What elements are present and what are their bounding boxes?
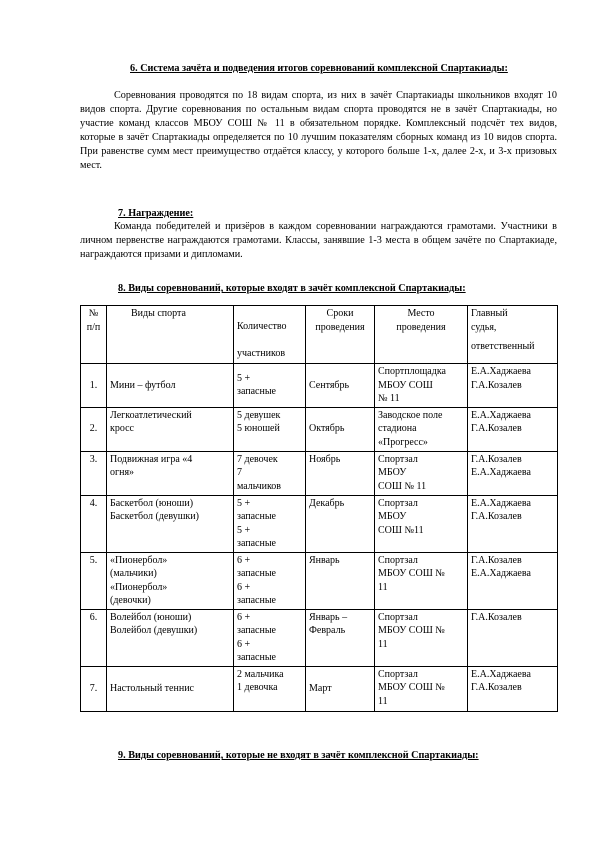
row-num: 1. bbox=[81, 364, 107, 408]
row-count: 7 девочек 7 мальчиков bbox=[234, 451, 306, 495]
section7-paragraph: Команда победителей и призёров в каждом соревновании награждаются грамотами. Участники в личном первенстве награждаются грамотами. Классы, занявшие 1-3 места в общем зачёте по Спартакиаде, награждаются призами и дипломами. bbox=[80, 221, 557, 260]
table-row bbox=[81, 364, 558, 408]
section8-heading: 8. Виды соревнований, которые входят в зачёт комплексной Спартакиады: bbox=[118, 283, 466, 294]
row-sport: Волейбол (юноши) Волейбол (девушки) bbox=[107, 609, 234, 666]
row-sport: Подвижная игра «4 огня» bbox=[107, 451, 234, 495]
table-header-row bbox=[81, 306, 558, 364]
row-dates: Декабрь bbox=[306, 495, 375, 552]
table-row bbox=[81, 495, 558, 552]
row-sport: Легкоатлетический кросс bbox=[107, 407, 234, 451]
row-place: Спортзал МБОУ СОШ № 11 bbox=[375, 609, 468, 666]
header-dates: Сроки проведения bbox=[306, 306, 375, 364]
row-num: 6. bbox=[81, 609, 107, 666]
row-count: 6 + запасные 6 + запасные bbox=[234, 552, 306, 609]
row-place: Спортзал МБОУ СОШ № 11 bbox=[375, 666, 468, 711]
row-sport: «Пионербол» (мальчики) «Пионербол» (девочки) bbox=[107, 552, 234, 609]
row-sport: Баскетбол (юноши) Баскетбол (девушки) bbox=[107, 495, 234, 552]
row-sport: Настольный теннис bbox=[107, 666, 234, 711]
row-judge: Г.А.Козалев Е.А.Хаджаева bbox=[468, 451, 558, 495]
table-row bbox=[81, 451, 558, 495]
row-count: 5 девушек 5 юношей bbox=[234, 407, 306, 451]
row-judge: Е.А.Хаджаева Г.А.Козалев bbox=[468, 666, 558, 711]
row-sport: Мини – футбол bbox=[107, 364, 234, 408]
section9-heading: 9. Виды соревнований, которые не входят в зачёт комплексной Спартакиады: bbox=[118, 750, 479, 761]
row-dates: Январь – Февраль bbox=[306, 609, 375, 666]
section6-paragraph: Соревнования проводятся по 18 видам спорта, из них в зачёт Спартакиады школьников входят 10 видов спорта. Другие соревнования по остальным видам спорта проводятся не в зачёт Спартакиады, но участие команд классов МБОУ СОШ № 11 в обязательном порядке. Комплексный подсчёт тех видов, которые в зачёт Спартакиады определяется по 10 лучшим показателям сборных команд из 10 видов спорта. При равенстве сумм мест преимущество отдаётся классу, у которого больше 1-х, далее 2-х, и 3-х призовых мест. bbox=[80, 90, 557, 171]
header-num: № п/п bbox=[81, 306, 107, 364]
row-num: 4. bbox=[81, 495, 107, 552]
table-row bbox=[81, 552, 558, 609]
row-count: 6 + запасные 6 + запасные bbox=[234, 609, 306, 666]
row-count: 5 + запасные 5 + запасные bbox=[234, 495, 306, 552]
header-count: Количество участников bbox=[234, 306, 306, 364]
section6-heading: 6. Система зачёта и подведения итогов соревнований комплексной Спартакиады: bbox=[130, 63, 508, 74]
row-dates: Январь bbox=[306, 552, 375, 609]
table-row bbox=[81, 609, 558, 666]
header-judge: Главный судья, ответственный bbox=[468, 306, 558, 364]
section7-heading: 7. Награждение: bbox=[118, 208, 194, 219]
row-judge: Е.А.Хаджаева Г.А.Козалев bbox=[468, 364, 558, 408]
row-place: Спортплощадка МБОУ СОШ № 11 bbox=[375, 364, 468, 408]
row-num: 5. bbox=[81, 552, 107, 609]
row-dates: Март bbox=[306, 666, 375, 711]
row-dates: Октябрь bbox=[306, 407, 375, 451]
row-judge: Г.А.Козалев Е.А.Хаджаева bbox=[468, 552, 558, 609]
row-num: 7. bbox=[81, 666, 107, 711]
row-count: 2 мальчика 1 девочка bbox=[234, 666, 306, 711]
row-count: 5 + запасные bbox=[234, 364, 306, 408]
row-num: 2. bbox=[81, 407, 107, 451]
row-judge: Е.А.Хаджаева Г.А.Козалев bbox=[468, 407, 558, 451]
row-judge: Е.А.Хаджаева Г.А.Козалев bbox=[468, 495, 558, 552]
row-judge: Г.А.Козалев bbox=[468, 609, 558, 666]
row-num: 3. bbox=[81, 451, 107, 495]
sports-table bbox=[80, 305, 558, 712]
table-row bbox=[81, 407, 558, 451]
row-place: Заводское поле стадиона «Прогресс» bbox=[375, 407, 468, 451]
header-place: Место проведения bbox=[375, 306, 468, 364]
row-dates: Сентябрь bbox=[306, 364, 375, 408]
row-place: Спортзал МБОУ СОШ №11 bbox=[375, 495, 468, 552]
row-place: Спортзал МБОУ СОШ № 11 bbox=[375, 552, 468, 609]
row-dates: Ноябрь bbox=[306, 451, 375, 495]
row-place: Спортзал МБОУ СОШ № 11 bbox=[375, 451, 468, 495]
table-row bbox=[81, 666, 558, 711]
header-sport: Виды спорта bbox=[107, 306, 234, 364]
